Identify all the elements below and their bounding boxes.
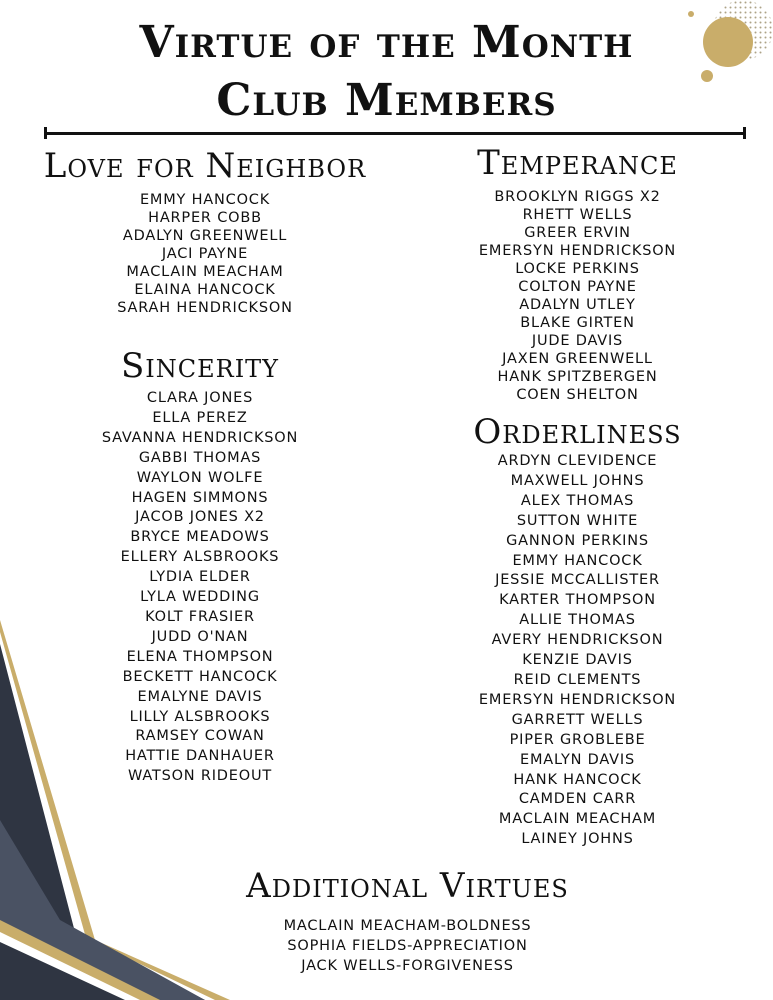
member-name: LOCKE PERKINS xyxy=(515,261,640,277)
section-title: Additional Virtues xyxy=(246,866,569,906)
member-name: WATSON RIDEOUT xyxy=(127,768,273,785)
member-name: ADALYN GREENWELL xyxy=(122,228,288,244)
member-list xyxy=(100,916,715,976)
member-name: JACK WELLS-FORGIVENESS xyxy=(301,958,514,974)
member-name: PIPER GROBLEBE xyxy=(509,731,646,748)
divider-bar xyxy=(44,132,746,135)
member-name: MAXWELL JOHNS xyxy=(510,472,645,489)
member-name: SUTTON WHITE xyxy=(516,512,639,529)
member-name: AVERY HENDRICKSON xyxy=(491,632,664,649)
member-name: HANK SPITZBERGEN xyxy=(497,369,658,385)
member-list xyxy=(405,452,750,850)
member-name: ELLERY ALSBROOKS xyxy=(120,549,280,566)
member-name: KOLT FRASIER xyxy=(145,608,255,625)
member-name: KENZIE DAVIS xyxy=(522,652,633,669)
member-name: ALLIE THOMAS xyxy=(519,612,636,629)
member-name: EMMY HANCOCK xyxy=(139,192,271,208)
page-title-line2: Club Members xyxy=(216,75,557,126)
member-name: BECKETT HANCOCK xyxy=(122,668,278,685)
member-name: JUDE DAVIS xyxy=(531,333,624,349)
member-name: COEN SHELTON xyxy=(516,387,639,403)
divider-cap-left xyxy=(44,127,47,139)
member-name: COLTON PAYNE xyxy=(518,279,637,295)
member-name: JAXEN GREENWELL xyxy=(502,351,653,367)
member-name: EMMY HANCOCK xyxy=(512,552,643,569)
member-name: REID CLEMENTS xyxy=(513,671,642,688)
member-name: BROOKLYN RIGGS X2 xyxy=(494,189,661,205)
member-name: CAMDEN CARR xyxy=(518,791,637,808)
member-name: JESSIE MCCALLISTER xyxy=(495,572,660,589)
member-name: LAINEY JOHNS xyxy=(521,831,634,848)
member-name: GABBI THOMAS xyxy=(138,449,262,466)
member-name: JACI PAYNE xyxy=(161,246,249,262)
member-name: WAYLON WOLFE xyxy=(136,469,264,486)
member-name: EMERSYN HENDRICKSON xyxy=(478,243,677,259)
member-name: LYDIA ELDER xyxy=(149,569,251,586)
member-name: EMALYN DAVIS xyxy=(520,751,635,768)
member-name: MACLAIN MEACHAM xyxy=(498,811,657,828)
member-name: ELENA THOMPSON xyxy=(126,648,274,665)
member-name: HANK HANCOCK xyxy=(513,771,642,788)
member-name: EMERSYN HENDRICKSON xyxy=(478,691,677,708)
member-name: KARTER THOMPSON xyxy=(499,592,656,609)
section-additional-virtues xyxy=(100,866,715,976)
member-name: BRYCE MEADOWS xyxy=(130,529,270,546)
member-name: SAVANNA HENDRICKSON xyxy=(101,429,299,446)
member-name: GREER ERVIN xyxy=(524,225,631,241)
section-title: Love for Neighbor xyxy=(43,146,367,186)
section-orderliness xyxy=(405,412,750,850)
member-name: GANNON PERKINS xyxy=(506,532,649,549)
member-name: RHETT WELLS xyxy=(522,207,633,223)
member-name: LILLY ALSBROOKS xyxy=(129,708,271,725)
member-name: HATTIE DANHAUER xyxy=(125,748,275,765)
member-name: HARPER COBB xyxy=(148,210,262,226)
member-name: ALEX THOMAS xyxy=(520,492,635,509)
section-title: Temperance xyxy=(477,143,678,183)
member-list xyxy=(405,188,750,404)
section-temperance xyxy=(405,143,750,404)
member-name: CLARA JONES xyxy=(146,390,254,406)
member-name: MACLAIN MEACHAM-BOLDNESS xyxy=(283,918,532,934)
member-name: ELAINA HANCOCK xyxy=(134,282,276,298)
member-name: ADALYN UTLEY xyxy=(519,297,636,313)
member-name: SARAH HENDRICKSON xyxy=(117,300,293,316)
section-love-for-neighbor xyxy=(10,146,400,317)
member-name: MACLAIN MEACHAM xyxy=(126,264,284,280)
section-sincerity xyxy=(10,346,390,787)
divider-cap-right xyxy=(743,127,746,139)
member-name: JUDD O'NAN xyxy=(151,628,249,645)
member-list xyxy=(10,389,390,787)
member-name: HAGEN SIMMONS xyxy=(131,489,269,506)
member-name: LYLA WEDDING xyxy=(140,589,260,606)
title-divider xyxy=(44,127,746,139)
member-name: BLAKE GIRTEN xyxy=(520,315,635,331)
member-name: SOPHIA FIELDS-APPRECIATION xyxy=(287,938,528,954)
member-name: EMALYNE DAVIS xyxy=(137,688,263,705)
member-name: JACOB JONES X2 xyxy=(135,509,265,526)
member-list xyxy=(10,191,400,317)
member-name: RAMSEY COWAN xyxy=(135,728,265,745)
page-title-line1: Virtue of the Month xyxy=(139,17,634,68)
member-name: GARRETT WELLS xyxy=(511,711,644,728)
member-name: ARDYN CLEVIDENCE xyxy=(497,453,658,469)
section-title: Sincerity xyxy=(120,346,280,386)
section-title: Orderliness xyxy=(473,412,682,452)
member-name: ELLA PEREZ xyxy=(152,409,248,426)
